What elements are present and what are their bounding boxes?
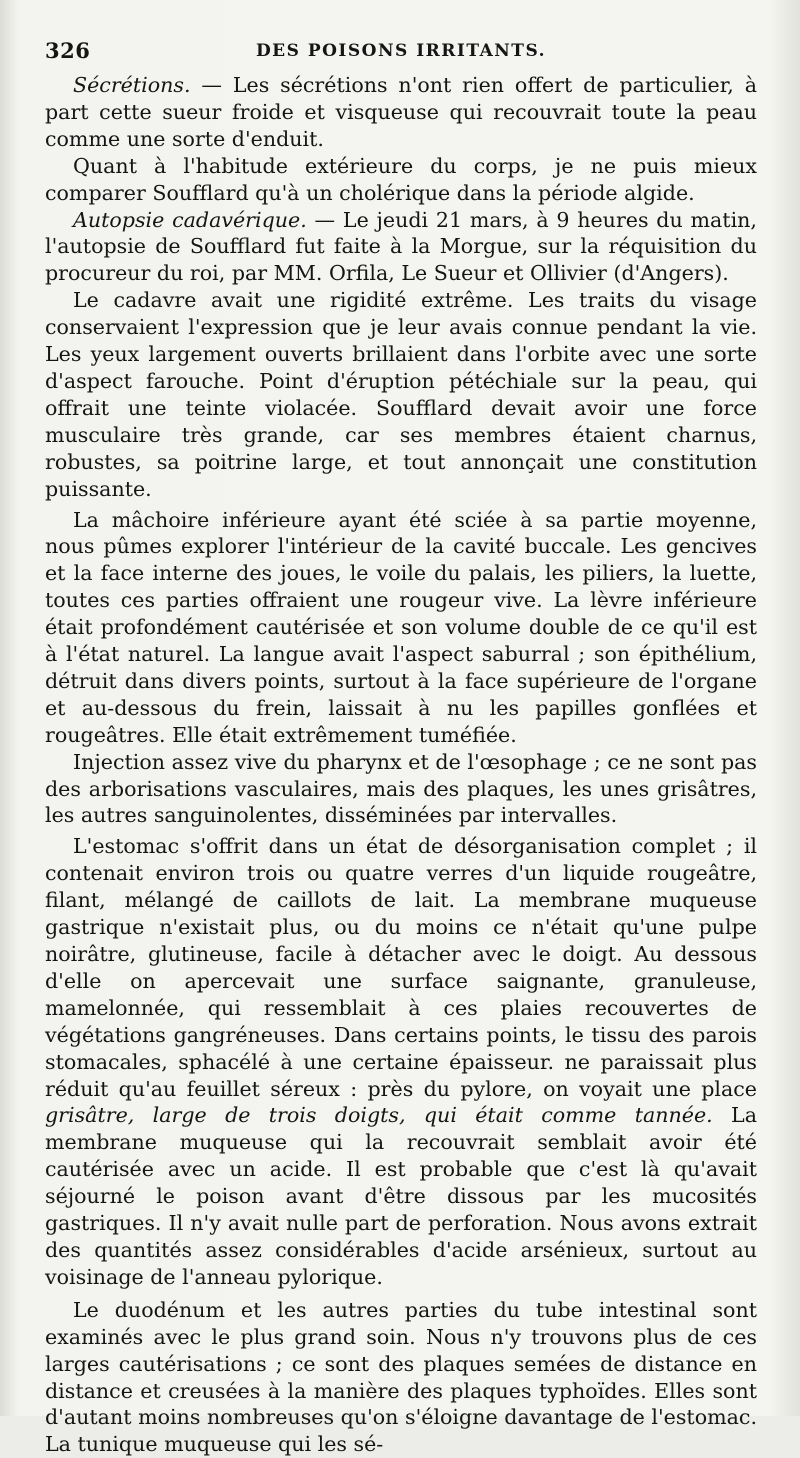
paragraph-text: Injection assez vive du pharynx et de l'œsophage ; ce ne sont pas des arborisations vasculaires, mais des plaques, les unes grisâtres, les autres sanguinolentes, disséminées par intervalles.: [45, 749, 757, 828]
paragraph-secretions: [45, 72, 757, 153]
page-number: 326: [45, 38, 91, 63]
paragraph-duodenum: [45, 1297, 757, 1458]
paragraph-text: — Le jeudi 21 mars, à 9 heures du matin, l'autopsie de Soufflard fut faite à la Morgue, sur la réquisition du procureur du roi, par MM. Orfila, Le Sueur et Ollivier (d'Angers).: [45, 207, 757, 286]
section-lead-secretions: Sécrétions.: [73, 73, 191, 97]
paragraph-text: Le duodénum et les autres parties du tube intestinal sont examinés avec le plus grand soin. Nous n'y trouvons plus de ces larges cautérisations ; ce sont des plaques semées de distance en distance et creusées à la manière des plaques typhoïdes. Elles sont d'autant moins nombreuses qu'on s'éloigne davantage de l'estomac. La tunique muqueuse qui les sé-: [45, 1297, 757, 1457]
paragraph-habitude: [45, 153, 757, 207]
italic-phrase: grisâtre, large de trois doigts, qui était comme tannée.: [45, 1103, 713, 1128]
paragraph-cadavre: [45, 287, 757, 502]
page-header: [45, 38, 757, 68]
paragraph-text: Le cadavre avait une rigidité extrême. Les traits du visage conservaient l'expression que je leur avais connue pendant la vie. Les yeux largement ouverts brillaient dans l'orbite avec une sorte d'aspect farouche. Point d'éruption pétéchiale sur la peau, qui offrait une teinte violacée. Soufflard devait avoir une force musculaire très grande, car ses membres étaient charnus, robustes, sa poitrine large, et tout annonçait une constitution puissante.: [45, 288, 757, 501]
paragraph-text: La membrane muqueuse qui la recouvrait semblait avoir été cautérisée avec un acide. Il est probable que c'est là qu'avait séjourné le poison avant d'être dissous par les mucosités gastriques. Il n'y avait nulle part de perforation. Nous avons extrait des quantités assez considérables d'acide arsénieux, surtout au voisinage de l'anneau pylorique.: [45, 1103, 758, 1289]
paragraph-autopsie: [45, 207, 757, 288]
paragraph-text: L'estomac s'offrit dans un état de désorganisation complet ; il contenait environ trois ou quatre verres d'un liquide rougeâtre, filant, mélangé de caillots de lait. La membrane muqueuse gastrique n'existait plus, ou du moins ce n'était qu'une pulpe noirâtre, glutineuse, facile à détacher avec le doigt. Au dessous d'elle on apercevait une surface saignante, granuleuse, mamelonnée, qui ressemblait à ces plaies recouvertes de végétations gangréneuses. Dans certains points, le tissu des parois stomacales, sphacélé à une certaine épaisseur. ne paraissait plus réduit qu'au feuillet séreux : près du pylore, on voyait une place: [45, 834, 757, 1101]
paragraph-text: La mâchoire inférieure ayant été sciée à sa partie moyenne, nous pûmes explorer l'intérieur de la cavité buccale. Les gencives et la face interne des joues, le voile du palais, les piliers, la luette, toutes ces parties offraient une rougeur vive. La lèvre inférieure était profondément cautérisée et son volume double de ce qu'il est à l'état naturel. La langue avait l'aspect saburral ; son épithélium, détruit dans divers points, surtout à la face supérieure de l'organe et au-dessous du frein, laissait à nu les papilles gonflées et rougeâtres. Elle était extrêmement tuméfiée.: [45, 507, 757, 747]
page-body: [45, 72, 757, 1458]
paragraph-text: — Les sécrétions n'ont rien offert de particulier, à part cette sueur froide et visqueuse qui recouvrait toute la peau comme une sorte d'enduit.: [45, 73, 757, 151]
section-lead-autopsie: Autopsie cadavérique.: [73, 207, 307, 232]
paragraph-text: Quant à l'habitude extérieure du corps, je ne puis mieux comparer Soufflard qu'à un cholérique dans la période algide.: [45, 153, 757, 205]
paragraph-injection: [45, 749, 757, 830]
running-title: DES POISONS IRRITANTS.: [255, 41, 547, 61]
paragraph-machoire: [45, 507, 757, 749]
paragraph-estomac: [45, 833, 757, 1290]
